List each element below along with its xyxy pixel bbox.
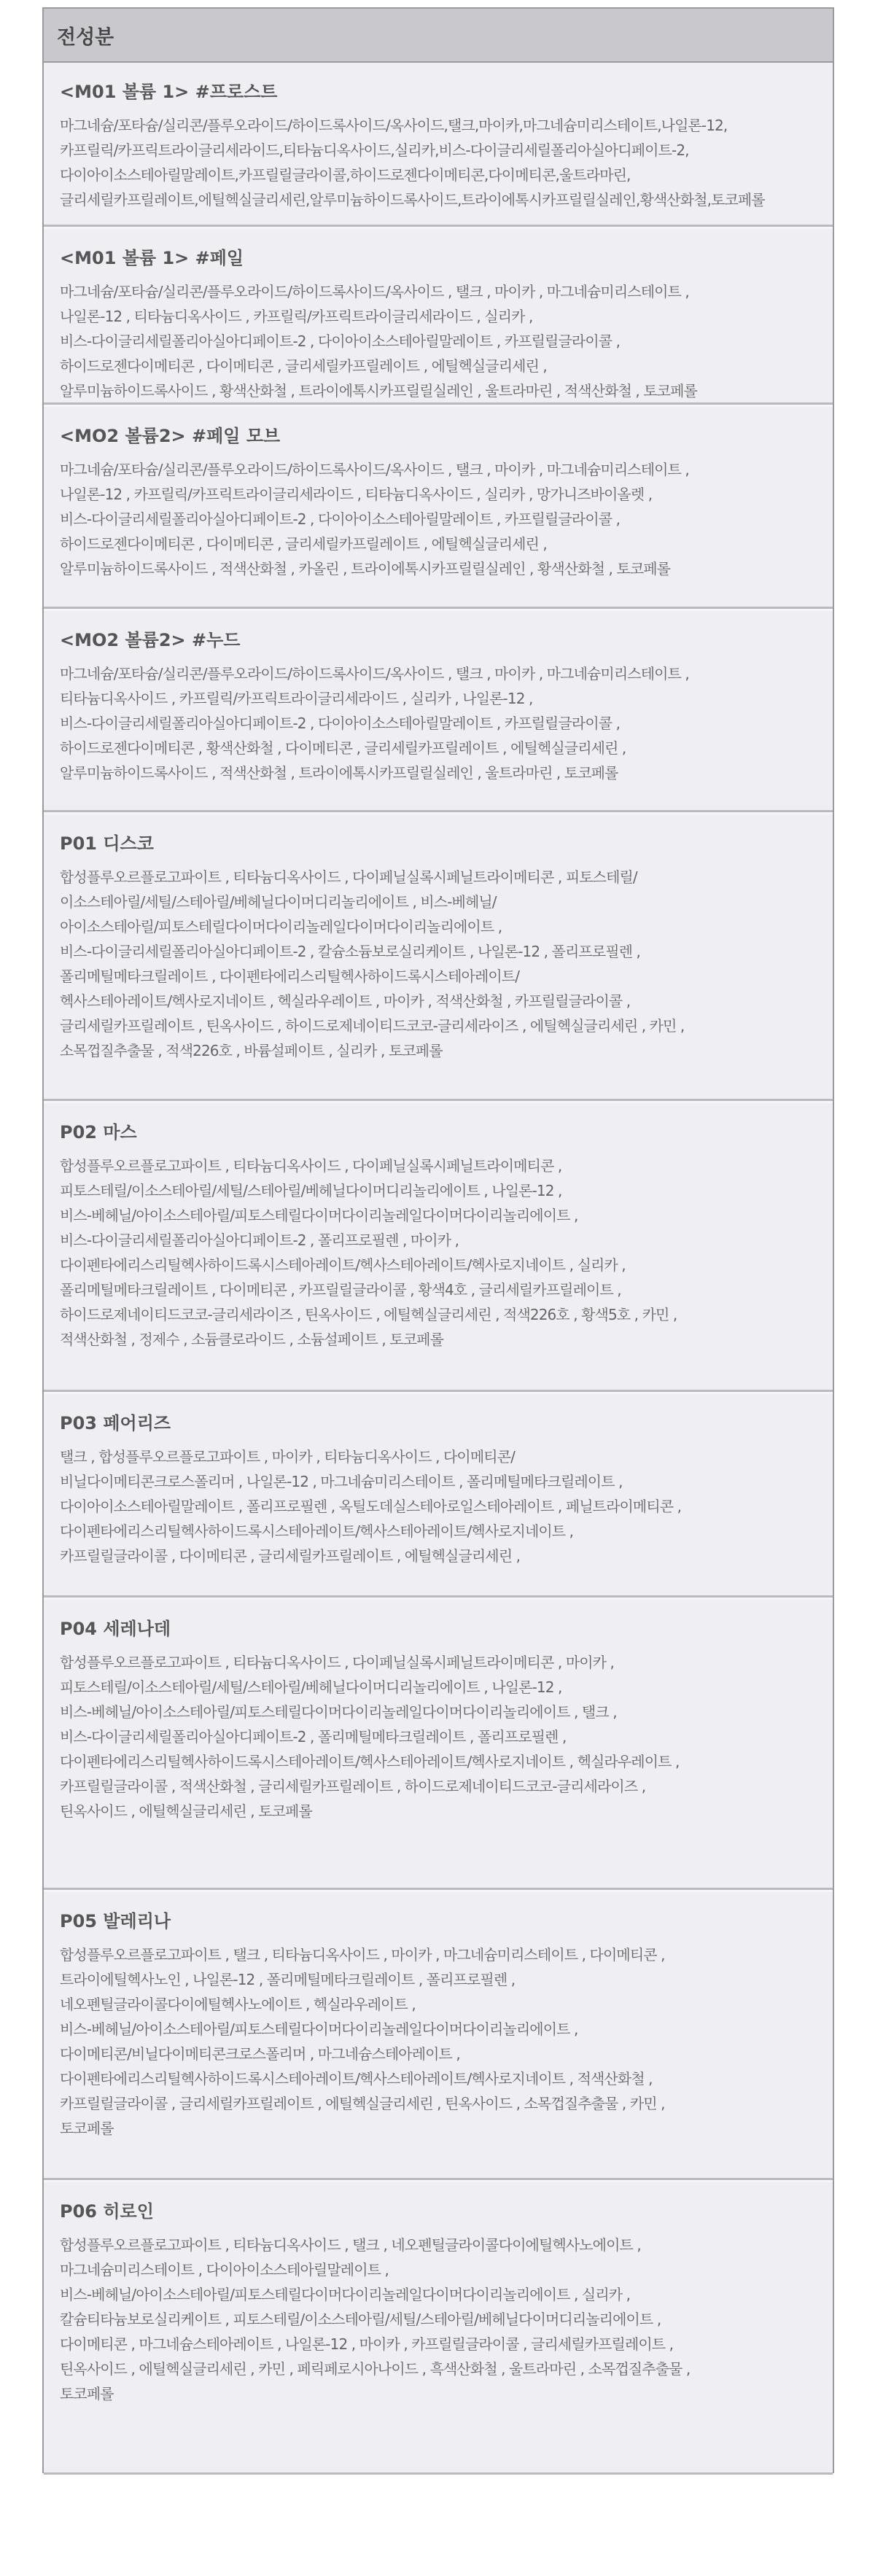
ingredient-list xyxy=(60,279,818,403)
ingredient-line: 마그네슘미리스테이트 , 다이아이소스테아릴말레이트 , xyxy=(60,2260,389,2279)
ingredient-list xyxy=(60,865,818,1063)
ingredient-line: 합성플루오르플로고파이트 , 탤크 , 티타늄디옥사이드 , 마이카 , 마그네슘미리스테이트 , 다이메티콘 , xyxy=(60,1945,665,1964)
section-title: P02 마스 xyxy=(60,1122,137,1143)
ingredient-line: 나일론-12 , 카프릴릭/카프릭트라이글리세라이드 , 티타늄디옥사이드 , 실리카 , 망가니즈바이올렛 , xyxy=(60,485,653,503)
ingredient-section xyxy=(44,229,833,405)
ingredient-line: 다이아이소스테아릴말레이트 , 폴리프로필렌 , 옥틸도데실스테아로일스테아레이트 , 페닐트라이메티콘 , xyxy=(60,1497,682,1515)
ingredient-line: 비스-다이글리세릴폴리아실아디페이트-2 , 폴리프로필렌 , 마이카 , xyxy=(60,1231,459,1249)
ingredient-section xyxy=(44,814,833,1101)
ingredient-line: 글리세릴카프릴레이트,에틸헥실글리세린,알루미늄하이드록사이드,트라이에톡시카프릴릴실레인,황색산화철,토코페롤 xyxy=(60,190,765,209)
ingredient-line: 마그네슘/포타슘/실리콘/플루오라이드/하이드록사이드/옥사이드 , 탤크 , 마이카 , 마그네슘미리스테이트 , xyxy=(60,282,689,300)
ingredient-section xyxy=(44,2182,833,2475)
section-title: P04 세레나데 xyxy=(60,1619,171,1639)
ingredient-line: 비스-베헤닐/아이소스테아릴/피토스테릴다이머다이리놀레일다이머다이리놀리에이트 , 탤크 , xyxy=(60,1703,617,1721)
ingredient-line: 소목껍질추출물 , 적색226호 , 바륨설페이트 , 실리카 , 토코페롤 xyxy=(60,1041,443,1059)
ingredient-line: 피토스테릴/이소스테아릴/세틸/스테아릴/베헤닐다이머디리놀리에이트 , 나일론-12 , xyxy=(60,1678,562,1696)
ingredient-line: 비스-다이글리세릴폴리아실아디페이트-2 , 다이아이소스테아릴말레이트 , 카프릴릴글라이콜 , xyxy=(60,510,621,528)
section-title: <M01 볼륨 1> #프로스트 xyxy=(60,82,278,102)
ingredient-line: 다이펜타에리스리틸헥사하이드록시스테아레이트/헥사스테아레이트/헥사로지네이트 , 실리카 , xyxy=(60,1256,626,1274)
ingredient-line: 알루미늄하이드록사이드 , 황색산화철 , 트라이에톡시카프릴릴실레인 , 울트라마린 , 적색산화철 , 토코페롤 xyxy=(60,381,697,400)
panel-header xyxy=(44,9,833,63)
ingredient-line: 알루미늄하이드록사이드 , 적색산화철 , 카올린 , 트라이에톡시카프릴릴실레인 , 황색산화철 , 토코페롤 xyxy=(60,559,671,577)
ingredient-line: 트라이에틸헥사노인 , 나일론-12 , 폴리메틸메타크릴레이트 , 폴리프로필렌 , xyxy=(60,1970,516,1988)
ingredient-line: 비스-다이글리세릴폴리아실아디페이트-2 , 폴리메틸메타크릴레이트 , 폴리프로필렌 , xyxy=(60,1727,567,1746)
ingredient-line: 비닐다이메티콘크로스폴리머 , 나일론-12 , 마그네슘미리스테이트 , 폴리메틸메타크릴레이트 , xyxy=(60,1472,623,1490)
ingredient-line: 카프릴릭/카프릭트라이글리세라이드,티타늄디옥사이드,실리카,비스-다이글리세릴폴리아실아디페이트-2, xyxy=(60,141,689,159)
ingredient-line: 나일론-12 , 티타늄디옥사이드 , 카프릴릭/카프릭트라이글리세라이드 , 실리카 , xyxy=(60,307,533,325)
ingredient-line: 이소스테아릴/세틸/스테아릴/베헤닐다이머디리놀리에이트 , 비스-베헤닐/ xyxy=(60,892,497,911)
ingredient-line: 적색산화철 , 정제수 , 소듐클로라이드 , 소듐설페이트 , 토코페롤 xyxy=(60,1330,443,1348)
ingredient-section xyxy=(44,407,833,609)
ingredient-line: 비스-베헤닐/아이소스테아릴/피토스테릴다이머다이리놀레일다이머다이리놀리에이트 , 실리카 , xyxy=(60,2285,631,2303)
ingredient-line: 폴리메틸메타크릴레이트 , 다이펜타에리스리틸헥사하이드록시스테아레이트/ xyxy=(60,967,520,985)
ingredient-line: 글리세릴카프릴레이트 , 틴옥사이드 , 하이드로제네이티드코코-글리세라이즈 , 에틸헥실글리세린 , 카민 , xyxy=(60,1016,685,1035)
ingredient-section xyxy=(44,1892,833,2180)
ingredient-line: 하이드로제네이티드코코-글리세라이즈 , 틴옥사이드 , 에틸헥실글리세린 , 적색226호 , 황색5호 , 카민 , xyxy=(60,1305,677,1323)
ingredient-line: 합성플루오르플로고파이트 , 티타늄디옥사이드 , 다이페닐실록시페닐트라이메티콘 , 피토스테릴/ xyxy=(60,868,637,886)
ingredient-line: 비스-다이글리세릴폴리아실아디페이트-2 , 다이아이소스테아릴말레이트 , 카프릴릴글라이콜 , xyxy=(60,332,621,350)
ingredients-panel xyxy=(42,7,834,2473)
ingredient-list xyxy=(60,1153,818,1352)
ingredient-line: 알루미늄하이드록사이드 , 적색산화철 , 트라이에톡시카프릴릴실레인 , 울트라마린 , 토코페롤 xyxy=(60,763,618,782)
ingredient-list xyxy=(60,1650,818,1824)
section-title: P03 페어리즈 xyxy=(60,1413,171,1433)
ingredient-section xyxy=(44,1103,833,1392)
ingredient-line: 비스-다이글리세릴폴리아실아디페이트-2 , 다이아이소스테아릴말레이트 , 카프릴릴글라이콜 , xyxy=(60,714,621,732)
ingredient-line: 폴리메틸메타크릴레이트 , 다이메티콘 , 카프릴릴글라이콜 , 황색4호 , 글리세릴카프릴레이트 , xyxy=(60,1280,621,1299)
ingredient-line: 마그네슘/포타슘/실리콘/플루오라이드/하이드록사이드/옥사이드 , 탤크 , 마이카 , 마그네슘미리스테이트 , xyxy=(60,664,689,682)
section-title: <MO2 볼륨2> #누드 xyxy=(60,630,241,650)
ingredient-line: 다이펜타에리스리틸헥사하이드록시스테아레이트/헥사스테아레이트/헥사로지네이트 , xyxy=(60,1522,574,1540)
ingredient-list xyxy=(60,457,818,581)
ingredient-line: 틴옥사이드 , 에틸헥실글리세린 , 토코페롤 xyxy=(60,1802,312,1820)
ingredient-line: 다이아이소스테아릴말레이트,카프릴릴글라이콜,하이드로젠다이메티콘,다이메티콘,울트라마린, xyxy=(60,166,631,184)
section-title: P06 히로인 xyxy=(60,2201,154,2222)
ingredient-line: 비스-다이글리세릴폴리아실아디페이트-2 , 칼슘소듐보로실리케이트 , 나일론-12 , 폴리프로필렌 , xyxy=(60,942,640,960)
ingredient-section xyxy=(44,1394,833,1598)
ingredient-line: 카프릴릴글라이콜 , 적색산화철 , 글리세릴카프릴레이트 , 하이드로제네이티드코코-글리세라이즈 , xyxy=(60,1777,646,1795)
panel-title: 전성분 xyxy=(57,26,114,49)
ingredient-line: 다이펜타에리스리틸헥사하이드록시스테아레이트/헥사스테아레이트/헥사로지네이트 , 헥실라우레이트 , xyxy=(60,1752,680,1770)
ingredient-line: 다이메티콘/비닐다이메티콘크로스폴리머 , 마그네슘스테아레이트 , xyxy=(60,2044,460,2063)
ingredient-line: 토코페롤 xyxy=(60,2119,114,2137)
ingredient-line: 틴옥사이드 , 에틸헥실글리세린 , 카민 , 페릭페로시아나이드 , 흑색산화철 , 울트라마린 , 소목껍질추출물 , xyxy=(60,2359,691,2378)
section-title: <MO2 볼륨2> #페일 모브 xyxy=(60,426,281,446)
ingredient-list xyxy=(60,113,818,212)
ingredient-line: 비스-베헤닐/아이소스테아릴/피토스테릴다이머다이리놀레일다이머다이리놀리에이트 , xyxy=(60,2020,578,2038)
ingredient-line: 네오펜틸글라이콜다이에틸헥사노에이트 , 헥실라우레이트 , xyxy=(60,1995,416,2013)
ingredient-line: 피토스테릴/이소스테아릴/세틸/스테아릴/베헤닐다이머디리놀리에이트 , 나일론-12 , xyxy=(60,1181,562,1199)
section-title: P01 디스코 xyxy=(60,833,154,854)
ingredient-line: 다이펜타에리스리틸헥사하이드록시스테아레이트/헥사스테아레이트/헥사로지네이트 , 적색산화철 , xyxy=(60,2069,653,2087)
ingredient-list xyxy=(60,661,818,785)
ingredient-line: 칼슘티타늄보로실리케이트 , 피토스테릴/이소스테아릴/세틸/스테아릴/베헤닐다이머디리놀리에이트 , xyxy=(60,2310,661,2328)
ingredient-line: 토코페롤 xyxy=(60,2384,114,2402)
ingredient-line: 탤크 , 합성플루오르플로고파이트 , 마이카 , 티타늄디옥사이드 , 다이메티콘/ xyxy=(60,1447,515,1466)
ingredient-line: 하이드로젠다이메티콘 , 황색산화철 , 다이메티콘 , 글리세릴카프릴레이트 , 에틸헥실글리세린 , xyxy=(60,739,626,757)
ingredient-line: 다이메티콘 , 마그네슘스테아레이트 , 나일론-12 , 마이카 , 카프릴릴글라이콜 , 글리세릴카프릴레이트 , xyxy=(60,2335,674,2353)
ingredient-list xyxy=(60,1942,818,2141)
ingredient-line: 하이드로젠다이메티콘 , 다이메티콘 , 글리세릴카프릴레이트 , 에틸헥실글리세린 , xyxy=(60,534,547,553)
ingredient-line: 마그네슘/포타슘/실리콘/플루오라이드/하이드록사이드/옥사이드 , 탤크 , 마이카 , 마그네슘미리스테이트 , xyxy=(60,460,689,478)
ingredient-section xyxy=(44,611,833,812)
ingredient-line: 헥사스테아레이트/헥사로지네이트 , 헥실라우레이트 , 마이카 , 적색산화철 , 카프릴릴글라이콜 , xyxy=(60,992,631,1010)
ingredient-line: 합성플루오르플로고파이트 , 티타늄디옥사이드 , 다이페닐실록시페닐트라이메티콘 , 마이카 , xyxy=(60,1653,614,1671)
ingredient-line: 비스-베헤닐/아이소스테아릴/피토스테릴다이머다이리놀레일다이머다이리놀리에이트 , xyxy=(60,1206,578,1224)
ingredient-list xyxy=(60,1444,818,1568)
ingredient-line: 하이드로젠다이메티콘 , 다이메티콘 , 글리세릴카프릴레이트 , 에틸헥실글리세린 , xyxy=(60,357,547,375)
ingredient-line: 마그네슘/포타슘/실리콘/플루오라이드/하이드록사이드/옥사이드,탤크,마이카,마그네슘미리스테이트,나일론-12, xyxy=(60,116,728,134)
ingredient-line: 카프릴릴글라이콜 , 글리세릴카프릴레이트 , 에틸헥실글리세린 , 틴옥사이드 , 소목껍질추출물 , 카민 , xyxy=(60,2094,665,2112)
ingredient-section xyxy=(44,63,833,227)
ingredient-line: 카프릴릴글라이콜 , 다이메티콘 , 글리세릴카프릴레이트 , 에틸헥실글리세린 , xyxy=(60,1546,521,1565)
ingredient-section xyxy=(44,1600,833,1890)
ingredient-line: 합성플루오르플로고파이트 , 티타늄디옥사이드 , 탤크 , 네오펜틸글라이콜다이에틸헥사노에이트 , xyxy=(60,2235,641,2254)
ingredient-line: 아이소스테아릴/피토스테릴다이머다이리놀레일다이머다이리놀리에이트 , xyxy=(60,917,502,935)
section-title: <M01 볼륨 1> #페일 xyxy=(60,248,244,268)
section-title: P05 발레리나 xyxy=(60,1911,171,1931)
ingredient-list xyxy=(60,2233,818,2406)
ingredient-line: 합성플루오르플로고파이트 , 티타늄디옥사이드 , 다이페닐실록시페닐트라이메티콘 , xyxy=(60,1156,562,1175)
ingredient-line: 티타늄디옥사이드 , 카프릴릭/카프릭트라이글리세라이드 , 실리카 , 나일론-12 , xyxy=(60,689,533,707)
